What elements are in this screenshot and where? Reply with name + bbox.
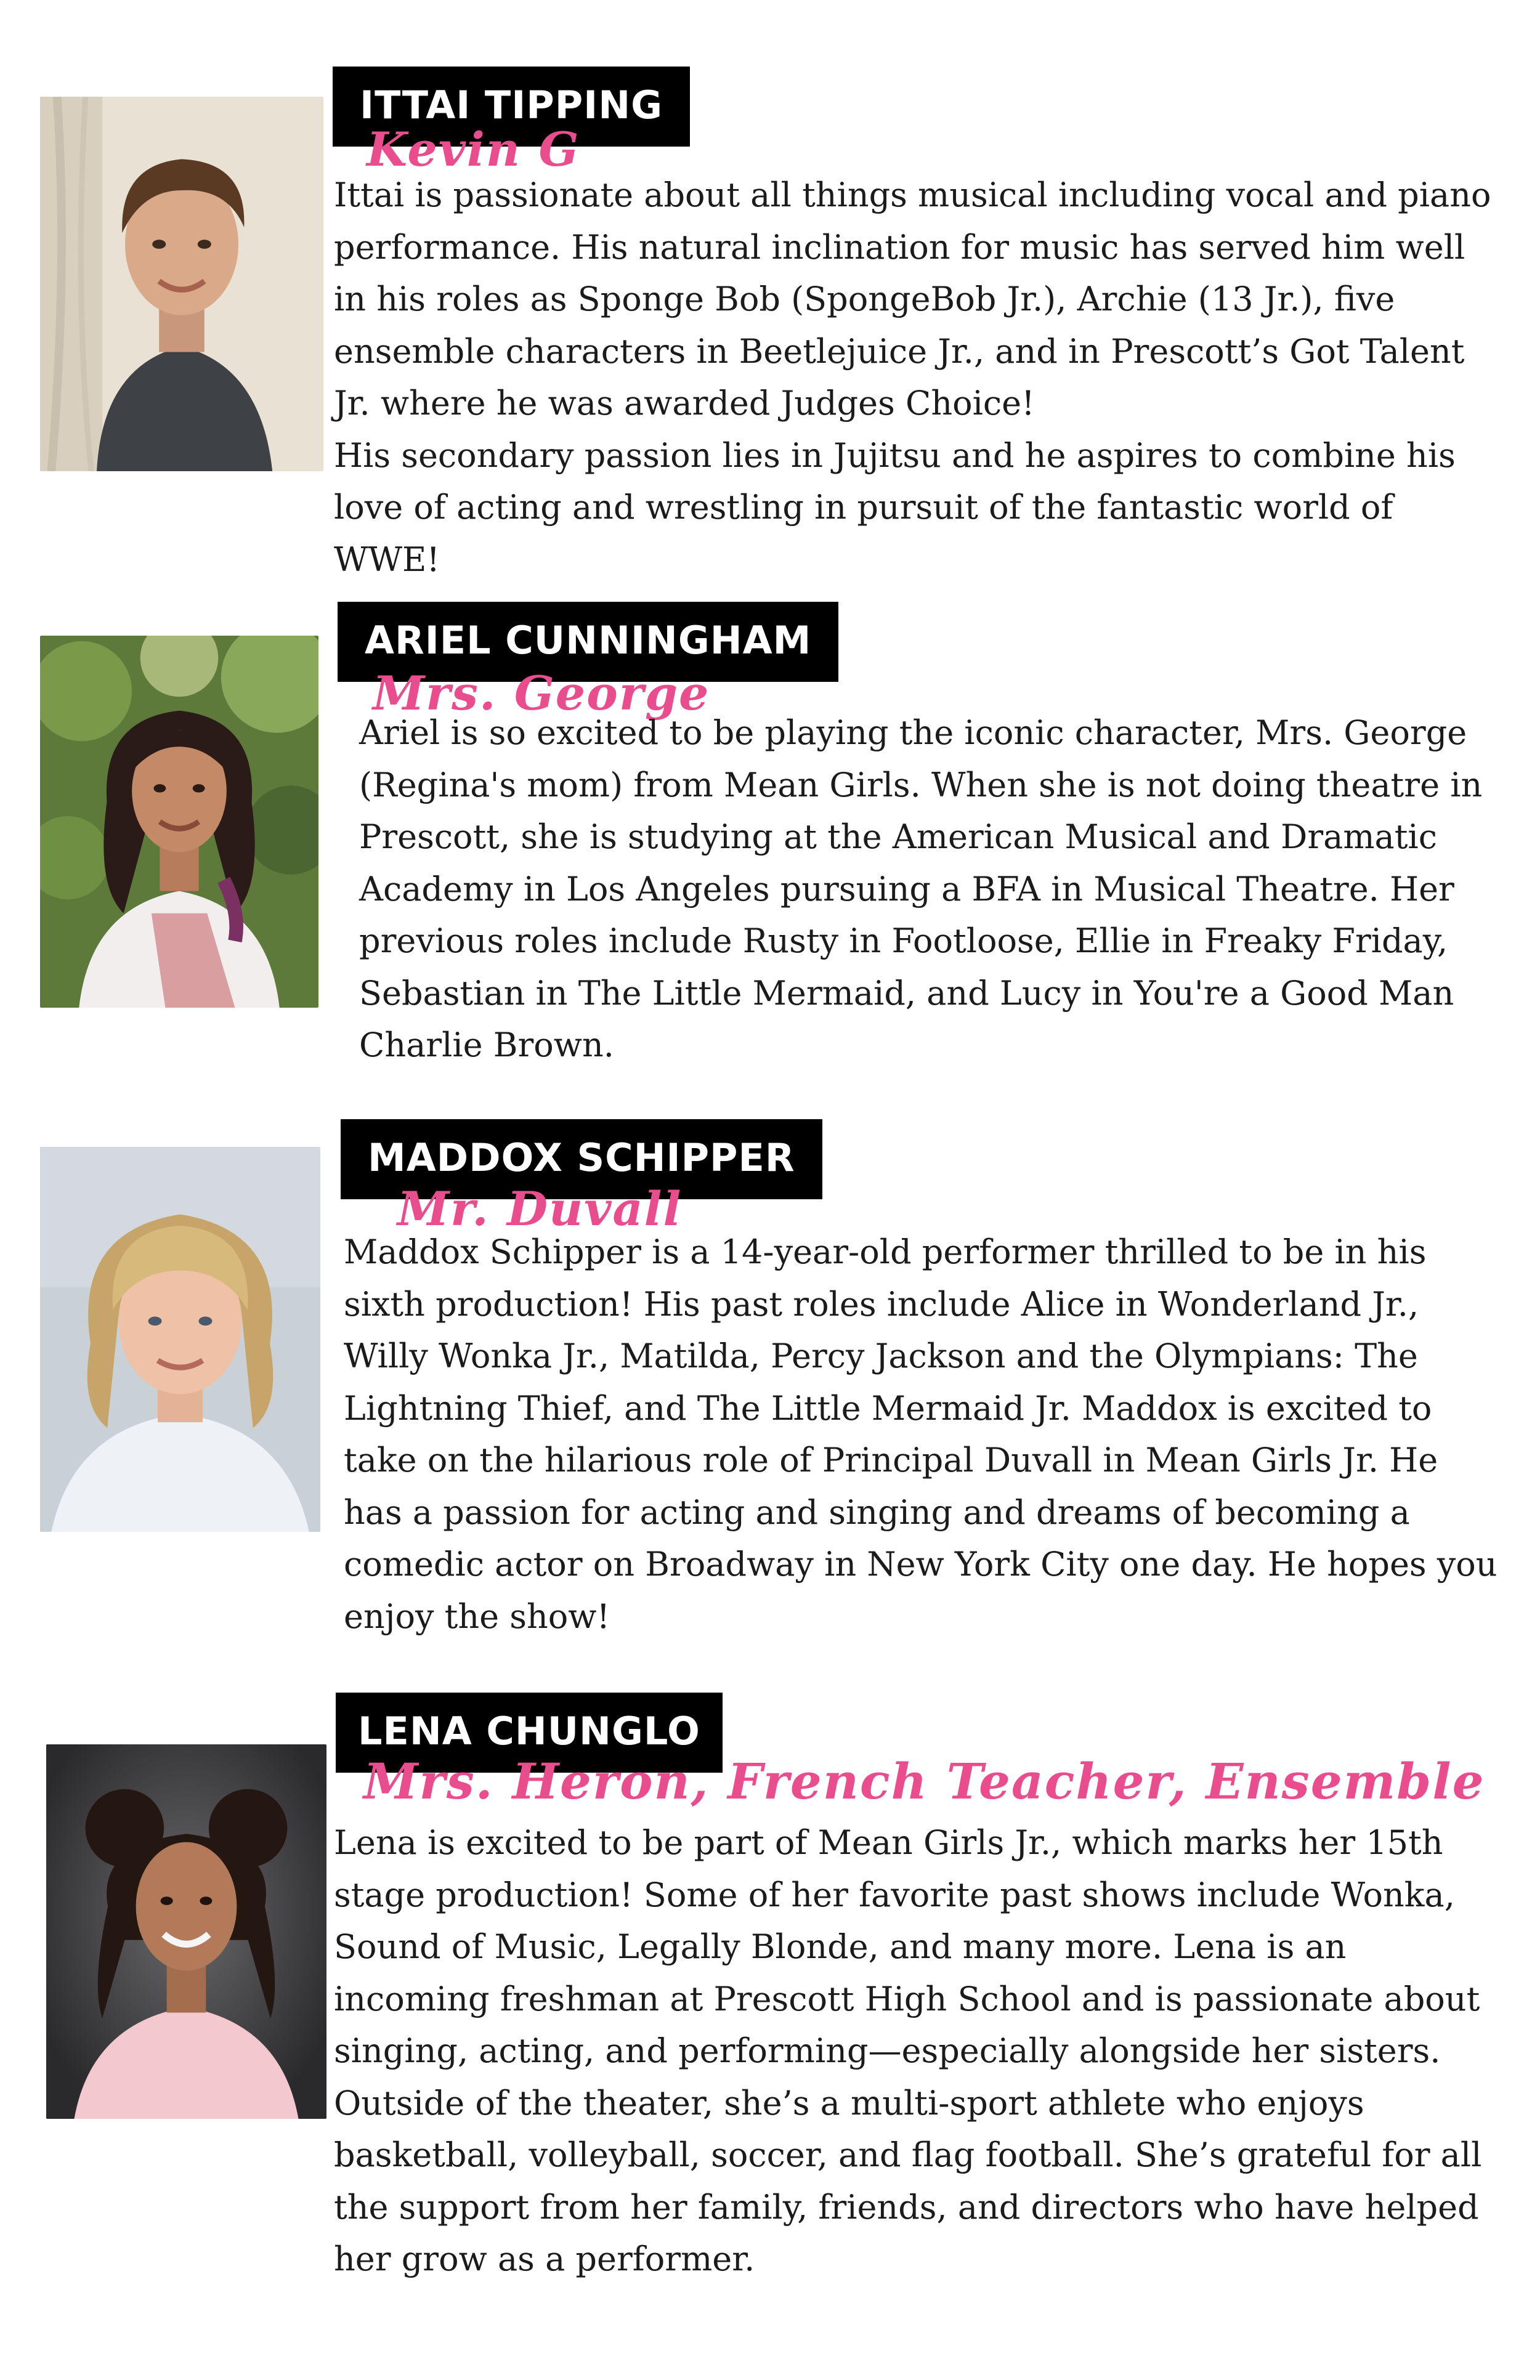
cast-bio: Maddox Schipper is a 14-year-old performer thrilled to be in his sixth production! His past roles include Alice in Wonderland Jr., Willy Wonka Jr., Matilda, Percy Jackson and the Olympians: The Lightning Thief, and The Little Mermaid Jr. Maddox is excited to take on the hilarious role of Principal Duvall in Mean Girls Jr. He has a passion for acting and singing and dreams of becoming a comedic actor on Broadway in New York City one day. He hopes you enjoy the show! — [344, 1232, 1497, 1636]
cast-role: Mr. Duvall — [397, 1181, 683, 1236]
cast-name-tag: ITTAI TIPPING — [333, 67, 690, 147]
cast-bio: Ariel is so excited to be playing the iconic character, Mrs. George (Regina's mom) from Mean Girls. When she is not doing theatre in Prescott, she is studying at the American Musical and Dramatic Academy in Los Angeles pursuing a BFA in Musical Theatre. Her previous roles include Rusty in Footloose, Ellie in Freaky Friday, Sebastian in The Little Mermaid, and Lucy in You're a Good Man Charlie Brown. — [359, 713, 1483, 1064]
cast-role: Mrs. Heron, French Teacher, Ensemble — [363, 1752, 1485, 1810]
cast-name-tag: ARIEL CUNNINGHAM — [338, 602, 838, 682]
headshot-photo — [40, 97, 323, 471]
cast-name-tag: MADDOX SCHIPPER — [341, 1119, 822, 1199]
cast-bio: Ittai is passionate about all things musical including vocal and piano performance. His natural inclination for music has served him well in his roles as Sponge Bob (SpongeBob Jr.), Archie (13 Jr.), five ensemble characters in Beetlejuice Jr., and in Prescott’s Got Talent Jr. where he was awarded Judges Choice! His secondary passion lies in Jujitsu and he aspires to combine his love of acting and wrestling in pursuit of the fantastic world of WWE! — [334, 176, 1491, 579]
headshot-photo — [46, 1744, 326, 2119]
cast-role: Kevin G — [367, 122, 580, 177]
cast-name-tag: LENA CHUNGLO — [336, 1693, 723, 1773]
cast-role: Mrs. George — [373, 666, 710, 721]
cast-bio: Lena is excited to be part of Mean Girls Jr., which marks her 15th stage production! Some of her favorite past shows include Wonka, Sound of Music, Legally Blonde, and many more. Lena is an incoming freshman at Prescott High School and is passionate about singing, acting, and performing—especially alongside her sisters. Outside of the theater, she’s a multi-sport athlete who enjoys basketball, volleyball, soccer, and flag football. She’s grateful for all the support from her family, friends, and directors who have helped her grow as a performer. — [334, 1823, 1482, 2278]
headshot-photo — [40, 636, 318, 1008]
headshot-photo — [40, 1147, 320, 1532]
